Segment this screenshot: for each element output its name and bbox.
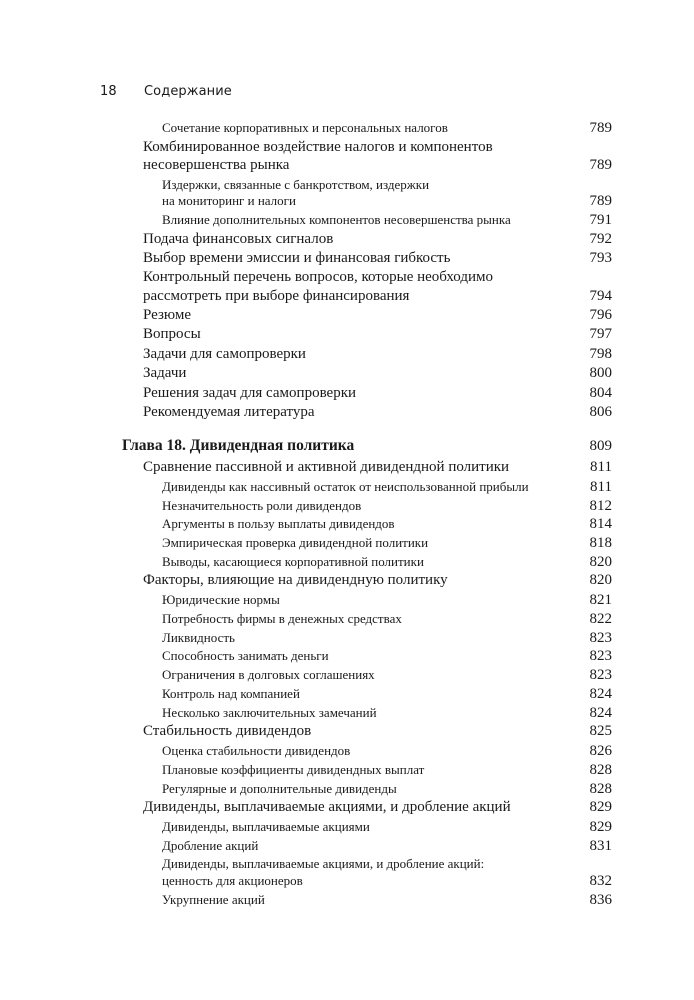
toc-entry-title: Влияние дополнительных компонентов несовершенства рынка [162,211,511,227]
toc-entry [162,592,612,608]
toc-entry-title: Ликвидность [162,629,235,645]
toc-chapter-heading [122,437,612,455]
toc-entry-title: Стабильность дивидендов [143,723,312,740]
toc-page-number: 809 [589,438,612,455]
toc-entry-title: Решения задач для самопроверки [143,384,357,401]
toc-entry [143,306,612,324]
toc-entry [162,630,612,646]
toc-entry [162,892,612,908]
toc-page-number: 821 [589,592,612,609]
toc-entry-title: Потребность фирмы в денежных средствах [162,610,402,626]
section-title: Содержание [144,84,232,99]
toc-page-number: 836 [589,891,612,908]
toc-page-number: 825 [589,723,612,740]
toc-entry [162,762,612,778]
toc-page-number: 792 [589,230,612,247]
toc-entry-title: Способность занимать деньги [162,648,329,664]
toc-entry [162,781,612,797]
toc-page-number: 818 [589,535,612,552]
table-of-contents [0,118,694,908]
toc-entry [162,212,612,228]
toc-entry [143,249,612,267]
toc-page-number: 789 [589,120,612,137]
toc-entry-title: Укрупнение акций [162,891,265,907]
toc-entry-title: Комбинированное воздействие налогов и компонентов [143,138,493,155]
toc-page-number: 800 [589,365,612,382]
toc-entry-title: Глава 18. Дивидендная политика [122,437,355,455]
toc-entry [162,667,612,683]
toc-entry-title: Резюме [143,306,192,323]
toc-entry-title: Выбор времени эмиссии и финансовая гибкость [143,249,451,266]
toc-page-number: 828 [589,780,612,797]
toc-entry-title: Подача финансовых сигналов [143,230,334,247]
toc-page-number: 822 [589,610,612,627]
toc-page-number: 804 [589,384,612,401]
running-head [100,84,232,99]
toc-entry-title: Контроль над компанией [162,686,300,702]
toc-entry-title: Издержки, связанные с банкротством, издержки [162,176,430,192]
toc-entry [143,458,612,476]
toc-entry [162,611,612,627]
toc-entry [143,268,612,304]
toc-entry-title: Задачи [143,365,187,382]
toc-entry-title: Дивиденды, выплачиваемые акциями, и дробление акций: [162,856,485,872]
toc-entry-title: Ограничения в долговых соглашениях [162,667,375,683]
toc-entry [162,743,612,759]
toc-entry [162,819,612,835]
toc-entry-title: Рекомендуемая литература [143,403,315,420]
toc-page-number: 820 [589,572,612,589]
toc-entry-title: Сочетание корпоративных и персональных налогов [162,120,448,136]
toc-entry-title: Аргументы в пользу выплаты дивидендов [162,516,395,532]
toc-entry [162,705,612,721]
toc-page-number: 797 [589,326,612,343]
toc-entry [143,403,612,421]
toc-entry [162,120,612,136]
toc-entry [162,177,612,210]
toc-entry-title: Незначительность роли дивидендов [162,497,362,513]
toc-page-number: 824 [589,704,612,721]
toc-entry-title: Юридические нормы [162,592,280,608]
toc-entry-title: Плановые коэффициенты дивидендных выплат [162,761,425,777]
toc-page-number: 826 [589,743,612,760]
toc-entry-title: Сравнение пассивной и активной дивидендной политики [143,459,510,476]
toc-entry [162,856,612,889]
toc-page-number: 824 [589,686,612,703]
toc-entry-title: Вопросы [143,326,201,343]
toc-page-number: 823 [589,667,612,684]
toc-page-number: 811 [590,459,612,476]
toc-entry [143,722,612,740]
toc-page-number: 794 [589,287,612,304]
toc-entry-title: рассмотреть при выборе финансирования [143,287,410,304]
toc-entry [143,345,612,363]
toc-entry-title: Несколько заключительных замечаний [162,704,377,720]
toc-page-number: 828 [589,761,612,778]
toc-page-number: 823 [589,629,612,646]
toc-entry [162,535,612,551]
toc-page-number: 791 [589,211,612,228]
toc-entry-title: на мониторинг и налоги [162,193,296,209]
toc-entry-title: Контрольный перечень вопросов, которые необходимо [143,269,494,286]
toc-entry-title: Эмпирическая проверка дивидендной политики [162,535,429,551]
toc-entry-title: Дробление акций [162,837,259,853]
toc-entry [143,138,612,174]
toc-page-number: 829 [589,799,612,816]
toc-entry-title: несовершенства рынка [143,157,290,174]
toc-entry-title: Дивиденды как нассивный остаток от неиспользованной прибыли [162,478,529,494]
toc-entry-title: Дивиденды, выплачиваемые акциями [162,818,370,834]
toc-entry [143,798,612,816]
toc-entry [162,686,612,702]
toc-page-number: 806 [589,403,612,420]
toc-page-number: 793 [589,249,612,266]
toc-page-number: 829 [589,818,612,835]
toc-entry [162,838,612,854]
toc-page-number: 798 [589,345,612,362]
toc-entry [162,516,612,532]
toc-entry-title: ценность для акционеров [162,872,303,888]
toc-entry-title: Регулярные и дополнительные дивиденды [162,780,397,796]
toc-entry [162,498,612,514]
toc-entry-title: Дивиденды, выплачиваемые акциями, и дробление акций [143,799,511,816]
toc-page-number: 814 [589,516,612,533]
toc-page-number: 789 [589,193,612,210]
toc-entry-title: Задачи для самопроверки [143,345,306,362]
toc-entry-title: Выводы, касающиеся корпоративной политики [162,553,424,569]
toc-page-number: 796 [589,306,612,323]
toc-page-number: 789 [589,157,612,174]
toc-entry [143,364,612,382]
toc-entry-title: Оценка стабильности дивидендов [162,743,351,759]
toc-entry [143,325,612,343]
toc-page-number: 823 [589,648,612,665]
toc-page-number: 812 [589,497,612,514]
toc-page-number: 832 [589,872,612,889]
toc-entry [143,384,612,402]
toc-entry-title: Факторы, влияющие на дивидендную политику [143,572,448,589]
toc-page-number: 831 [589,837,612,854]
toc-entry [162,554,612,570]
toc-entry [162,479,612,495]
page-number: 18 [100,84,117,99]
toc-entry [162,648,612,664]
toc-entry [143,571,612,589]
toc-page-number: 820 [589,553,612,570]
toc-entry [143,230,612,248]
toc-page-number: 811 [590,478,612,495]
